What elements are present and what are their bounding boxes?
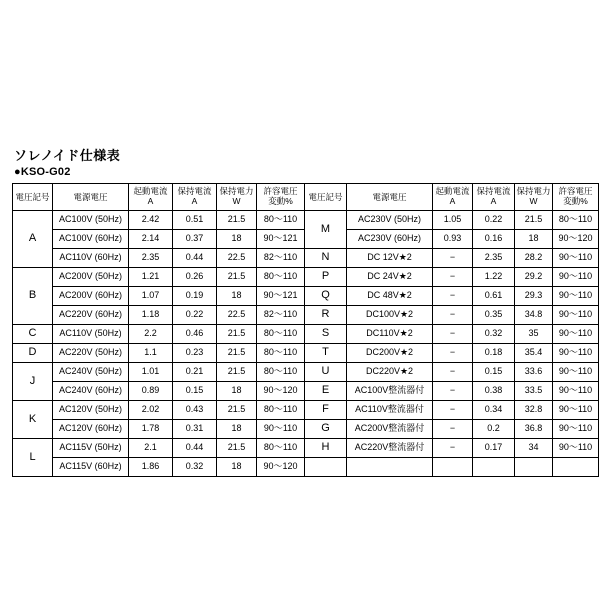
start-current-cell-left: 1.01 — [129, 363, 173, 382]
hold-current-cell-right: 1.22 — [473, 268, 515, 287]
hold-power-cell-left: 21.5 — [217, 268, 257, 287]
hold-power-cell-left: 18 — [217, 458, 257, 477]
allowable-range-cell-right: 90〜110 — [553, 268, 599, 287]
allowable-range-cell-left: 82〜110 — [257, 306, 305, 325]
model-subtitle: ●KSO-G02 — [14, 166, 71, 178]
hold-current-cell-right: 0.61 — [473, 287, 515, 306]
start-current-cell-right: − — [433, 268, 473, 287]
header-hold-power-left: 保持電力 W — [217, 184, 257, 211]
hold-power-cell-left: 21.5 — [217, 439, 257, 458]
source-voltage-cell-right: DC110V★2 — [347, 325, 433, 344]
header-allowable-left: 許容電圧 変動% — [257, 184, 305, 211]
start-current-cell-left: 2.2 — [129, 325, 173, 344]
allowable-range-cell-right: 80〜110 — [553, 211, 599, 230]
hold-current-cell-left: 0.31 — [173, 420, 217, 439]
hold-power-cell-right: 36.8 — [515, 420, 553, 439]
hold-current-cell-right: 0.17 — [473, 439, 515, 458]
hold-current-cell-right: 0.2 — [473, 420, 515, 439]
allowable-range-cell-left: 90〜120 — [257, 382, 305, 401]
start-current-cell-right: − — [433, 249, 473, 268]
hold-power-cell-right: 35 — [515, 325, 553, 344]
table-row — [13, 439, 599, 458]
hold-current-cell-right: 0.18 — [473, 344, 515, 363]
source-voltage-cell-left: AC115V (50Hz) — [53, 439, 129, 458]
source-voltage-cell-left: AC110V (50Hz) — [53, 325, 129, 344]
header-start-current-left: 起動電流 A — [129, 184, 173, 211]
source-voltage-cell-left: AC115V (60Hz) — [53, 458, 129, 477]
hold-power-cell-left: 18 — [217, 382, 257, 401]
allowable-range-cell-left: 80〜110 — [257, 401, 305, 420]
source-voltage-cell-left: AC220V (50Hz) — [53, 344, 129, 363]
start-current-cell-right: − — [433, 287, 473, 306]
hold-power-cell-right: 32.8 — [515, 401, 553, 420]
start-current-cell-left: 1.1 — [129, 344, 173, 363]
hold-current-cell-right: 0.35 — [473, 306, 515, 325]
hold-power-cell-left: 21.5 — [217, 363, 257, 382]
source-voltage-cell-left: AC200V (60Hz) — [53, 287, 129, 306]
hold-power-cell-left: 21.5 — [217, 211, 257, 230]
hold-current-cell-right: 0.15 — [473, 363, 515, 382]
voltage-code-cell-right: S — [305, 325, 347, 344]
header-hold-power-right: 保持電力 W — [515, 184, 553, 211]
allowable-range-cell-right: 90〜120 — [553, 230, 599, 249]
source-voltage-cell-right: AC220V整流器付 — [347, 439, 433, 458]
hold-power-cell-right: 21.5 — [515, 211, 553, 230]
table-row — [13, 287, 599, 306]
source-voltage-cell-left: AC220V (60Hz) — [53, 306, 129, 325]
empty-cell-right — [553, 458, 599, 477]
source-voltage-cell-right: DC 12V★2 — [347, 249, 433, 268]
empty-cell-right — [433, 458, 473, 477]
hold-power-cell-right: 35.4 — [515, 344, 553, 363]
table-row — [13, 325, 599, 344]
voltage-code-cell-left: K — [13, 401, 53, 439]
source-voltage-cell-left: AC200V (50Hz) — [53, 268, 129, 287]
hold-current-cell-left: 0.21 — [173, 363, 217, 382]
allowable-range-cell-left: 90〜120 — [257, 458, 305, 477]
header-code-left: 電圧記号 — [13, 184, 53, 211]
start-current-cell-left: 1.78 — [129, 420, 173, 439]
hold-power-cell-right: 33.6 — [515, 363, 553, 382]
hold-current-cell-left: 0.44 — [173, 439, 217, 458]
hold-current-cell-left: 0.44 — [173, 249, 217, 268]
allowable-range-cell-left: 90〜121 — [257, 287, 305, 306]
header-code-right: 電圧記号 — [305, 184, 347, 211]
table-row — [13, 458, 599, 477]
hold-power-cell-left: 21.5 — [217, 344, 257, 363]
hold-current-cell-right: 2.35 — [473, 249, 515, 268]
start-current-cell-left: 1.18 — [129, 306, 173, 325]
start-current-cell-right: − — [433, 325, 473, 344]
hold-power-cell-left: 21.5 — [217, 325, 257, 344]
hold-power-cell-left: 18 — [217, 287, 257, 306]
start-current-cell-right: − — [433, 344, 473, 363]
start-current-cell-left: 1.21 — [129, 268, 173, 287]
voltage-code-cell-right: M — [305, 211, 347, 249]
hold-current-cell-right: 0.32 — [473, 325, 515, 344]
start-current-cell-left: 0.89 — [129, 382, 173, 401]
hold-current-cell-left: 0.32 — [173, 458, 217, 477]
start-current-cell-left: 2.35 — [129, 249, 173, 268]
table-header-row — [13, 184, 599, 211]
hold-current-cell-left: 0.15 — [173, 382, 217, 401]
allowable-range-cell-right: 90〜110 — [553, 306, 599, 325]
voltage-code-cell-left: J — [13, 363, 53, 401]
source-voltage-cell-left: AC240V (50Hz) — [53, 363, 129, 382]
table-row — [13, 344, 599, 363]
allowable-range-cell-right: 90〜110 — [553, 382, 599, 401]
page-title: ソレノイド仕様表 — [14, 148, 121, 163]
source-voltage-cell-left: AC110V (60Hz) — [53, 249, 129, 268]
allowable-range-cell-left: 90〜121 — [257, 230, 305, 249]
start-current-cell-right: − — [433, 306, 473, 325]
voltage-code-cell-right: U — [305, 363, 347, 382]
hold-current-cell-left: 0.22 — [173, 306, 217, 325]
hold-current-cell-right: 0.16 — [473, 230, 515, 249]
source-voltage-cell-left: AC100V (50Hz) — [53, 211, 129, 230]
source-voltage-cell-right: AC230V (50Hz) — [347, 211, 433, 230]
source-voltage-cell-right: AC200V整流器付 — [347, 420, 433, 439]
source-voltage-cell-left: AC120V (50Hz) — [53, 401, 129, 420]
source-voltage-cell-right: AC100V整流器付 — [347, 382, 433, 401]
empty-cell-right — [347, 458, 433, 477]
source-voltage-cell-left: AC240V (60Hz) — [53, 382, 129, 401]
allowable-range-cell-left: 80〜110 — [257, 268, 305, 287]
start-current-cell-left: 2.02 — [129, 401, 173, 420]
start-current-cell-right: − — [433, 363, 473, 382]
voltage-code-cell-right: T — [305, 344, 347, 363]
source-voltage-cell-right: AC110V整流器付 — [347, 401, 433, 420]
header-source-voltage-right: 電源電圧 — [347, 184, 433, 211]
voltage-code-cell-left: L — [13, 439, 53, 477]
allowable-range-cell-right: 90〜110 — [553, 363, 599, 382]
allowable-range-cell-right: 90〜110 — [553, 439, 599, 458]
table-row — [13, 363, 599, 382]
voltage-code-cell-left: D — [13, 344, 53, 363]
source-voltage-cell-right: AC230V (60Hz) — [347, 230, 433, 249]
start-current-cell-left: 2.1 — [129, 439, 173, 458]
allowable-range-cell-right: 90〜110 — [553, 249, 599, 268]
start-current-cell-right: − — [433, 439, 473, 458]
source-voltage-cell-right: DC 48V★2 — [347, 287, 433, 306]
hold-current-cell-left: 0.23 — [173, 344, 217, 363]
voltage-code-cell-right: Q — [305, 287, 347, 306]
header-start-current-right: 起動電流 A — [433, 184, 473, 211]
header-source-voltage-left: 電源電圧 — [53, 184, 129, 211]
hold-current-cell-left: 0.46 — [173, 325, 217, 344]
source-voltage-cell-right: DC100V★2 — [347, 306, 433, 325]
hold-power-cell-right: 28.2 — [515, 249, 553, 268]
table-row — [13, 306, 599, 325]
empty-cell-right — [305, 458, 347, 477]
table-row — [13, 420, 599, 439]
hold-power-cell-right: 34 — [515, 439, 553, 458]
hold-current-cell-left: 0.26 — [173, 268, 217, 287]
table-row — [13, 401, 599, 420]
table-row — [13, 211, 599, 230]
hold-power-cell-right: 29.3 — [515, 287, 553, 306]
allowable-range-cell-left: 80〜110 — [257, 439, 305, 458]
source-voltage-cell-left: AC120V (60Hz) — [53, 420, 129, 439]
header-allowable-right: 許容電圧 変動% — [553, 184, 599, 211]
solenoid-spec-table — [12, 183, 599, 477]
allowable-range-cell-left: 80〜110 — [257, 211, 305, 230]
start-current-cell-left: 2.42 — [129, 211, 173, 230]
hold-power-cell-right: 18 — [515, 230, 553, 249]
header-hold-current-right: 保持電流 A — [473, 184, 515, 211]
allowable-range-cell-left: 90〜110 — [257, 420, 305, 439]
allowable-range-cell-right: 90〜110 — [553, 344, 599, 363]
allowable-range-cell-right: 90〜110 — [553, 401, 599, 420]
hold-power-cell-right: 34.8 — [515, 306, 553, 325]
table-row — [13, 382, 599, 401]
hold-current-cell-right: 0.34 — [473, 401, 515, 420]
allowable-range-cell-left: 80〜110 — [257, 344, 305, 363]
voltage-code-cell-right: R — [305, 306, 347, 325]
voltage-code-cell-left: A — [13, 211, 53, 268]
allowable-range-cell-right: 90〜110 — [553, 287, 599, 306]
allowable-range-cell-left: 80〜110 — [257, 325, 305, 344]
header-hold-current-left: 保持電流 A — [173, 184, 217, 211]
allowable-range-cell-left: 82〜110 — [257, 249, 305, 268]
table-row — [13, 249, 599, 268]
start-current-cell-right: − — [433, 420, 473, 439]
source-voltage-cell-right: DC200V★2 — [347, 344, 433, 363]
hold-power-cell-left: 18 — [217, 420, 257, 439]
hold-power-cell-left: 22.5 — [217, 306, 257, 325]
start-current-cell-right: − — [433, 382, 473, 401]
hold-power-cell-left: 21.5 — [217, 401, 257, 420]
spec-table-container — [12, 183, 593, 477]
hold-current-cell-right: 0.22 — [473, 211, 515, 230]
start-current-cell-left: 2.14 — [129, 230, 173, 249]
voltage-code-cell-left: C — [13, 325, 53, 344]
hold-power-cell-right: 29.2 — [515, 268, 553, 287]
source-voltage-cell-right: DC220V★2 — [347, 363, 433, 382]
empty-cell-right — [473, 458, 515, 477]
allowable-range-cell-right: 90〜110 — [553, 325, 599, 344]
source-voltage-cell-right: DC 24V★2 — [347, 268, 433, 287]
start-current-cell-left: 1.07 — [129, 287, 173, 306]
hold-current-cell-left: 0.37 — [173, 230, 217, 249]
voltage-code-cell-right: H — [305, 439, 347, 458]
table-row — [13, 268, 599, 287]
empty-cell-right — [515, 458, 553, 477]
start-current-cell-left: 1.86 — [129, 458, 173, 477]
voltage-code-cell-right: N — [305, 249, 347, 268]
start-current-cell-right: 0.93 — [433, 230, 473, 249]
hold-power-cell-left: 22.5 — [217, 249, 257, 268]
hold-power-cell-right: 33.5 — [515, 382, 553, 401]
allowable-range-cell-left: 80〜110 — [257, 363, 305, 382]
start-current-cell-right: 1.05 — [433, 211, 473, 230]
voltage-code-cell-left: B — [13, 268, 53, 325]
voltage-code-cell-right: F — [305, 401, 347, 420]
hold-current-cell-left: 0.43 — [173, 401, 217, 420]
hold-current-cell-left: 0.51 — [173, 211, 217, 230]
start-current-cell-right: − — [433, 401, 473, 420]
source-voltage-cell-left: AC100V (60Hz) — [53, 230, 129, 249]
voltage-code-cell-right: P — [305, 268, 347, 287]
voltage-code-cell-right: E — [305, 382, 347, 401]
allowable-range-cell-right: 90〜110 — [553, 420, 599, 439]
hold-current-cell-right: 0.38 — [473, 382, 515, 401]
table-body — [13, 211, 599, 477]
hold-current-cell-left: 0.19 — [173, 287, 217, 306]
voltage-code-cell-right: G — [305, 420, 347, 439]
hold-power-cell-left: 18 — [217, 230, 257, 249]
